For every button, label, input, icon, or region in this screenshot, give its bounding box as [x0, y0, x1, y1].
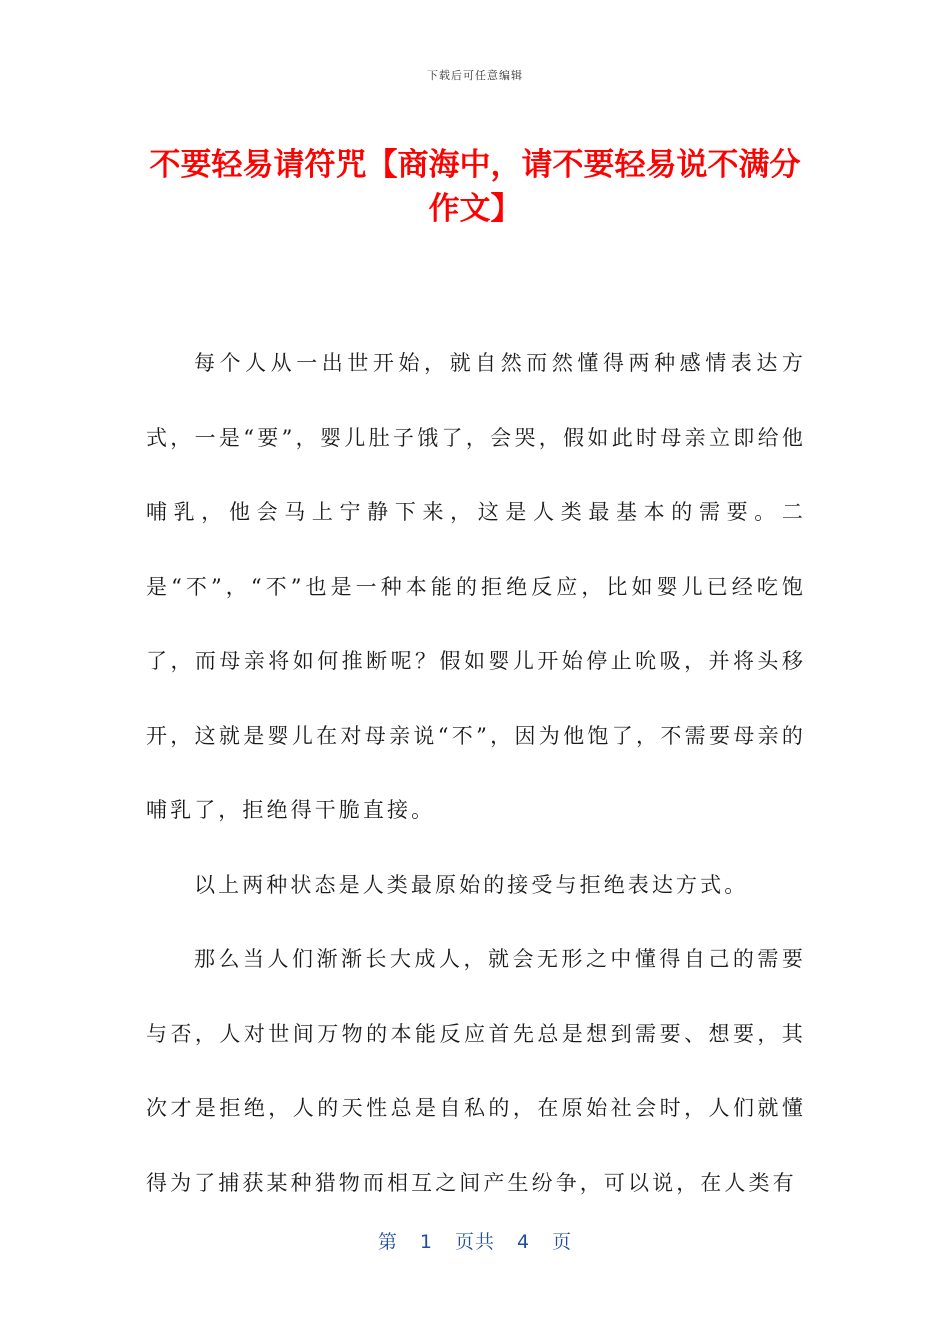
- paragraph-3: 那么当人们渐渐长大成人，就会无形之中懂得自己的需要与否，人对世间万物的本能反应首先总是想到需要、想要，其次才是拒绝，人的天性总是自私的，在原始社会时，人们就懂得为了捕获某种猎物而相互之间产生纷争，可以说，在人类有: [146, 947, 806, 1195]
- page-prefix: 第: [377, 1231, 398, 1253]
- header-note: 下载后可任意编辑: [427, 69, 523, 82]
- current-page-number: 1: [419, 1231, 433, 1253]
- document-body: [146, 326, 806, 1220]
- document-title: 不要轻易请符咒【商海中，请不要轻易说不满分作文】: [149, 147, 801, 227]
- page-footer: [0, 1227, 950, 1254]
- paragraph-2: 以上两种状态是人类最原始的接受与拒绝表达方式。: [194, 872, 749, 897]
- total-suffix: 页: [552, 1231, 573, 1253]
- page-suffix: 页共: [454, 1231, 495, 1253]
- paragraph-1: 每个人从一出世开始，就自然而然懂得两种感情表达方式，一是“要”，婴儿肚子饿了，会哭，假如此时母亲立即给他哺乳，他会马上宁静下来，这是人类最基本的需要。二是“不”，“不”也是一种本能的拒绝反应，比如婴儿已经吃饱了，而母亲将如何推断呢？假如婴儿开始停止吮吸，并将头移开，这就是婴儿在对母亲说“不”，因为他饱了，不需要母亲的哺乳了，拒绝得干脆直接。: [146, 351, 806, 822]
- total-page-number: 4: [517, 1231, 531, 1253]
